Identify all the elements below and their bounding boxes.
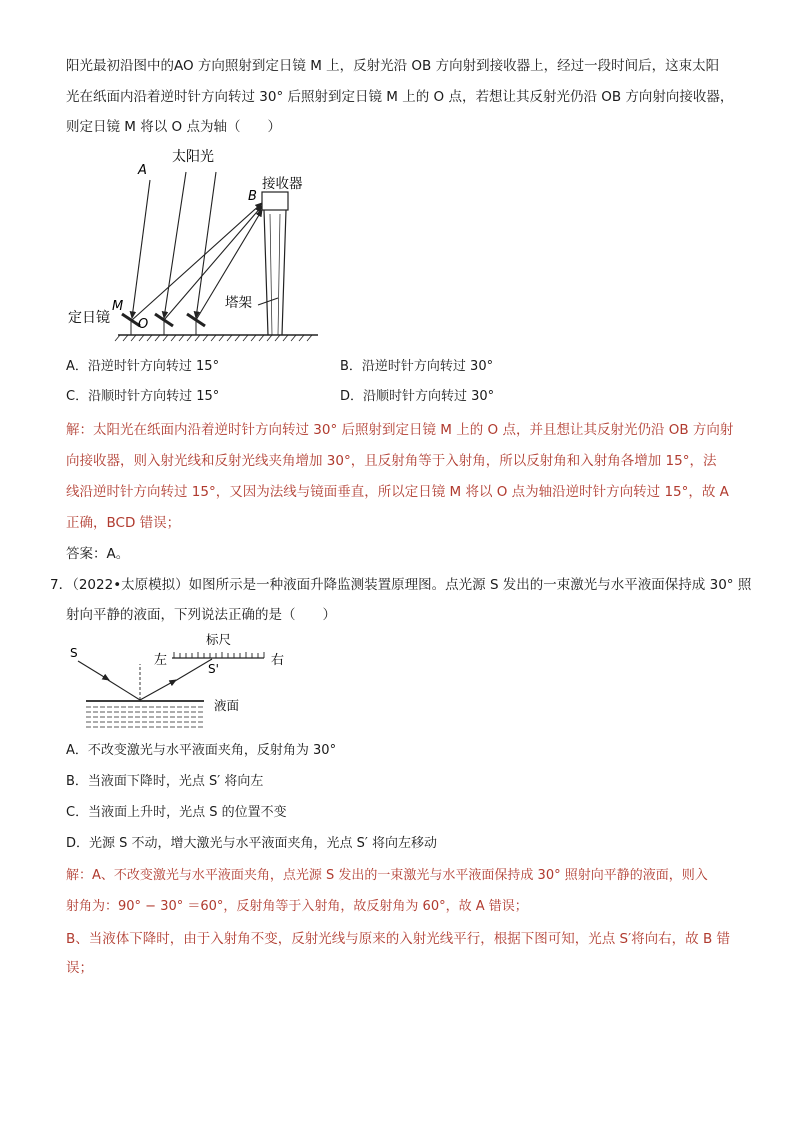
liquid-level-figure (60, 628, 300, 740)
label-right: 右 (271, 653, 285, 668)
q6-stem-line-2: 光在纸面内沿着逆时针方向转过 30° 后照射到定日镜 M 上的 O 点，若想让其反射光仍沿 OB 方向射向接收器， (66, 89, 734, 105)
label-s: S (70, 646, 78, 660)
ray-ao (132, 180, 150, 318)
q6-option-b[interactable]: B．沿逆时针方向转过 30° (340, 359, 494, 374)
q6-option-a[interactable]: A．沿逆时针方向转过 15° (66, 359, 220, 374)
q6-option-c[interactable]: C．沿顺时针方向转过 15° (66, 389, 220, 404)
label-m: M (112, 299, 124, 314)
heliostat-figure (60, 145, 330, 345)
q7-stem-line-1: 7．（2022•太原模拟）如图所示是一种液面升降监测装置原理图。点光源 S 发出的一束激光与水平液面保持成 30° 照 (50, 577, 752, 593)
liquid-surface (86, 701, 204, 727)
q6-solution-line-3: 线沿逆时针方向转过 15°，又因为法线与镜面垂直，所以定日镜 M 将以 O 点为轴沿逆时针方向转过 15°，故 A (66, 484, 729, 500)
q6-solution-line-1: 解：太阳光在纸面内沿着逆时针方向转过 30° 后照射到定日镜 M 上的 O 点，并且想让其反射光仍沿 OB 方向射 (66, 422, 734, 438)
q6-stem-line-1: 阳光最初沿图中的AO 方向照射到定日镜 M 上，反射光沿 OB 方向射到接收器上，经过一段时间后，这束太阳 (66, 58, 720, 74)
q6-stem-line-3: 则定日镜 M 将以 O 点为轴（ ） (66, 119, 281, 135)
label-sun: 太阳光 (172, 149, 214, 165)
incident-ray (78, 661, 109, 680)
label-b: B (248, 189, 257, 204)
q7-solution-line-2: 射角为：90° − 30° ＝60°，反射角等于入射角，故反射角为 60°，故 A 错误； (66, 899, 528, 914)
ray-sun-3 (196, 172, 216, 318)
q7-option-c[interactable]: C．当液面上升时，光点 S 的位置不变 (66, 805, 287, 820)
ray-sun-2 (164, 172, 186, 318)
label-liquid: 液面 (214, 698, 240, 713)
q7-solution-line-4: 误； (66, 960, 93, 976)
q6-solution-line-2: 向接收器，则入射光线和反射光线夹角增加 30°，且反射角等于入射角，所以反射角和入射角各增加 15°，法 (66, 453, 717, 469)
q6-answer: 答案：A。 (66, 546, 130, 562)
q7-solution-line-1: 解：A、不改变激光与水平液面夹角，点光源 S 发出的一束激光与水平液面保持成 30° 照射向平静的液面，则入 (66, 868, 708, 883)
q6-solution-line-4: 正确，BCD 错误； (66, 515, 181, 531)
label-o: O (138, 317, 149, 332)
label-ruler: 标尺 (206, 632, 232, 647)
q7-option-a[interactable]: A．不改变激光与水平液面夹角，反射角为 30° (66, 743, 337, 758)
label-receiver: 接收器 (262, 176, 303, 192)
label-a: A (138, 163, 147, 178)
label-heliostat: 定日镜 (68, 310, 110, 326)
label-left: 左 (154, 653, 168, 668)
reflected-ray (140, 680, 176, 700)
q7-option-d[interactable]: D．光源 S 不动，增大激光与水平液面夹角，光点 S′ 将向左移动 (66, 836, 437, 851)
tower (258, 192, 288, 335)
ruler (172, 652, 264, 658)
label-s-prime: S' (208, 662, 219, 676)
label-tower: 塔架 (225, 295, 252, 311)
ground (115, 335, 318, 341)
q6-option-d[interactable]: D．沿顺时针方向转过 30° (340, 389, 495, 404)
q7-option-b[interactable]: B．当液面下降时，光点 S′ 将向左 (66, 774, 264, 789)
q7-stem-line-2: 射向平静的液面，下列说法正确的是（ ） (66, 607, 336, 623)
q7-solution-line-3: B、当液体下降时，由于入射角不变，反射光线与原来的入射光线平行，根据下图可知，光点 S′将向右，故 B 错 (66, 931, 731, 947)
